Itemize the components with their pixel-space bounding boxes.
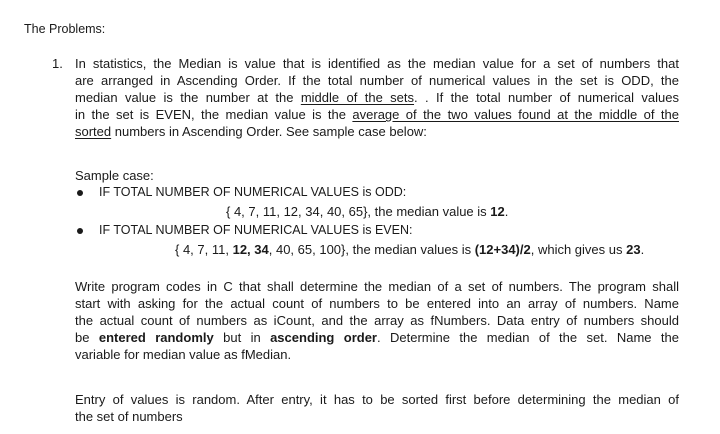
page-heading: The Problems: (24, 22, 106, 36)
intro-line-3 (75, 89, 679, 106)
note-line-1: Entry of values is random. After entry, it has to be sorted first before determining the median of (75, 392, 679, 407)
item-number: 1. (52, 56, 63, 71)
even-case-middle-values: 12, 34 (232, 242, 269, 257)
note-paragraph (75, 391, 679, 425)
task-line-4-mid: but in (213, 330, 271, 345)
sorted-underline: sorted (75, 124, 112, 139)
even-case-gives: , which gives us (530, 242, 627, 257)
intro-paragraph (75, 55, 679, 140)
odd-case-set: { 4, 7, 11, 12, 34, 40, 65}, the median value is (226, 204, 491, 219)
intro-line-4 (75, 106, 679, 123)
sample-case-label: Sample case: (75, 168, 154, 183)
note-line-2: the set of numbers (75, 409, 183, 424)
bullet-icon (77, 228, 83, 234)
entered-randomly-bold: entered randomly (98, 330, 214, 345)
odd-case-title: IF TOTAL NUMBER OF NUMERICAL VALUES is ODD: (99, 185, 407, 199)
average-underline: average of the two values found at the middle of the (352, 107, 679, 122)
intro-line-4-text: in the set is EVEN, the median value is the (75, 107, 353, 122)
even-case-answer: 23 (626, 242, 641, 257)
task-line-5: variable for median value as fMedian. (75, 347, 292, 362)
middle-of-sets-underline: middle of the sets (300, 90, 415, 105)
odd-case-end: . (504, 204, 509, 219)
task-line-2: start with asking for the actual count of numbers to be entered into an array of numbers. Name (75, 296, 679, 311)
task-line-4-start: be (75, 330, 99, 345)
even-case-set-end: , 40, 65, 100}, the median values is (268, 242, 475, 257)
even-case-set-start: { 4, 7, 11, (175, 242, 233, 257)
task-line-4 (75, 329, 679, 346)
even-case-title: IF TOTAL NUMBER OF NUMERICAL VALUES is EVEN: (99, 223, 413, 237)
even-case-example (175, 241, 644, 258)
intro-line-5 (75, 123, 679, 140)
even-case-formula: (12+34)/2 (474, 242, 531, 257)
task-line-3: the actual count of numbers as iCount, and the array as fNumbers. Data entry of numbers should (75, 313, 679, 328)
odd-case-answer: 12 (490, 204, 505, 219)
bullet-icon (77, 190, 83, 196)
intro-line-3-text: median value is the number at the (75, 90, 301, 105)
odd-case-example (226, 203, 508, 220)
task-paragraph (75, 278, 679, 363)
even-case-end: . (640, 242, 645, 257)
task-line-4-end: . Determine the median of the set. Name the (377, 330, 679, 345)
ascending-order-bold: ascending order (270, 330, 377, 345)
intro-line-1: In statistics, the Median is value that is identified as the median value for a set of numbers that (75, 56, 679, 71)
intro-line-3-end: . . If the total number of numerical values (414, 90, 680, 105)
task-line-1: Write program codes in C that shall determine the median of a set of numbers. The program shall (75, 279, 679, 294)
intro-line-5-text: numbers in Ascending Order. See sample case below: (111, 124, 427, 139)
intro-line-2: are arranged in Ascending Order. If the total number of numerical values in the set is ODD, the (75, 73, 679, 88)
